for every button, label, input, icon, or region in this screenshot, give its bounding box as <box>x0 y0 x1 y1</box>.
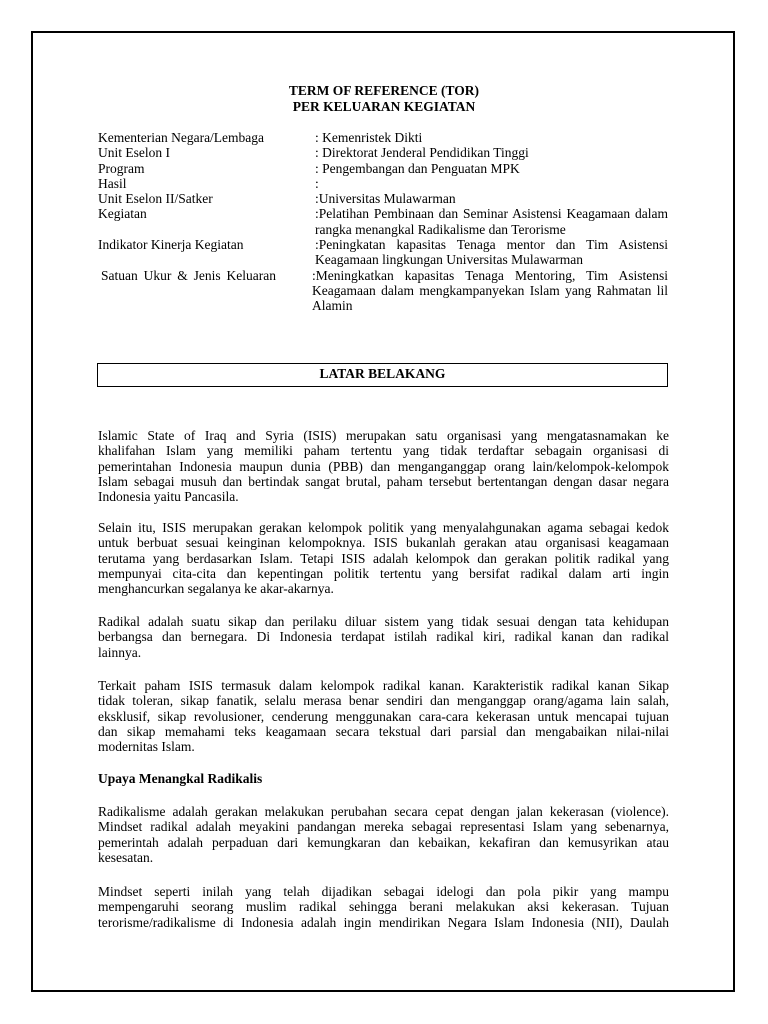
paragraph-line: khalifahan Islam yang memiliki paham tertentu yang tidak terdaftar sebagain organisasi di <box>98 443 669 459</box>
tor-metadata-table <box>98 130 668 314</box>
meta-row-unit-eselon-i <box>98 145 668 160</box>
paragraph-line: Islamic State of Iraq and Syria (ISIS) merupakan satu organisasi yang mengatasnamakan ke <box>98 428 669 443</box>
paragraph-line: mempunyai cita-cita dan kepentingan politik tertentu yang bersifat radikal dalam arti ingin <box>98 565 669 581</box>
paragraph-line: Indonesia yaitu Pancasila. <box>98 489 239 505</box>
meta-label: Unit Eselon II/Satker <box>98 191 213 207</box>
meta-label: Hasil <box>98 175 127 191</box>
paragraph-line: tidak toleran, sikap fanatik, selalu merasa benar sendiri dan menganggap orang/agama lain salah, <box>98 693 669 709</box>
meta-row-program <box>98 161 668 176</box>
paragraph-line: Selain itu, ISIS merupakan gerakan kelompok politik yang menyalahgunakan agama sebagai kedok <box>98 520 669 535</box>
paragraph-line: kesesatan. <box>98 849 154 865</box>
paragraph-line: lainnya. <box>98 644 142 660</box>
paragraph-line: Radikal adalah suatu sikap dan perilaku diluar sistem yang tidak sesuai dengan tata kehidupan <box>98 614 669 629</box>
paragraph-radikal-kanan <box>98 678 669 754</box>
paragraph-line: pemerintahan Indonesia maupun dunia (PBB) dan menganganggap orang lain/kelompok-kelompok <box>98 458 669 474</box>
subheading: Upaya Menangkal Radikalis <box>98 771 263 786</box>
document-title: TERM OF REFERENCE (TOR) <box>288 83 480 98</box>
meta-value: : Kemenristek Dikti <box>315 130 423 145</box>
section-heading: LATAR BELAKANG <box>319 366 446 381</box>
paragraph-line: terorisme/radikalisme di Indonesia adalah ingin mendirikan Negara Islam Indonesia (NII), Daulah <box>98 914 669 930</box>
meta-value: :Pelatihan Pembinaan dan Seminar Asistensi Keagamaan dalam rangka menangkal Radikalisme dan Terorisme <box>315 206 668 237</box>
paragraph-line: Mindset radikal adalah meyakini pandangan mereka sebagai representasi Islam yang sebenarnya, <box>98 819 669 835</box>
paragraph-radikal-definition <box>98 614 669 660</box>
paragraph-line: untuk berbuat sesuai keinginan kelompoknya. ISIS bukanlah gerakan atau organisasi keagamaan <box>98 535 669 551</box>
paragraph-isis-definition <box>98 428 669 504</box>
meta-label: Kegiatan <box>98 206 147 222</box>
paragraph-line: dan sikap memahami teks keagamaan secara tekstual dari parsial dan mengabaikan nilai-nilai <box>98 723 669 739</box>
paragraph-line: terutama yang berdasarkan Islam. Tetapi ISIS adalah kelompok dan gerakan politik radikal yang <box>98 550 669 566</box>
paragraph-line: berbangsa dan bernegara. Di Indonesia terdapat istilah radikal kiri, radikal kanan dan radikal <box>98 629 669 645</box>
document-subtitle: PER KELUARAN KEGIATAN <box>292 99 476 114</box>
meta-label: Kementerian Negara/Lembaga <box>98 130 265 145</box>
meta-label: Program <box>98 160 145 176</box>
paragraph-line: Mindset seperti inilah yang telah dijadikan sebagai idelogi dan pola pikir yang mampu <box>98 884 669 899</box>
meta-row-unit-eselon-ii <box>98 191 668 206</box>
paragraph-line: menghancurkan segalanya ke akar-akarnya. <box>98 581 334 597</box>
paragraph-mindset <box>98 884 669 930</box>
meta-label: Satuan Ukur & Jenis Keluaran <box>101 267 276 283</box>
meta-value: : Pengembangan dan Penguatan MPK <box>315 160 520 176</box>
meta-value: :Peningkatan kapasitas Tenaga mentor dan Tim Asistensi Keagamaan lingkungan Universitas Mulawarman <box>315 237 668 268</box>
paragraph-line: mempengaruhi seorang muslim radikal sehingga berani melakukan aksi kekerasan. Tujuan <box>98 899 669 915</box>
meta-value: : <box>315 175 319 191</box>
paragraph-line: pemerintah adalah perpaduan dari kemungkaran dan kebaikan, kekafiran dan kemusyrikan atau <box>98 834 669 850</box>
paragraph-radikalisme <box>98 804 669 865</box>
paragraph-isis-political <box>98 520 669 596</box>
section-heading-box <box>97 363 668 387</box>
meta-row-indikator <box>98 237 668 268</box>
meta-row-satuan-ukur <box>98 268 668 314</box>
paragraph-line: eksklusif, sikap revolusioner, cenderung menggunakan cara-cara kekerasan untuk mencapai tujuan <box>98 708 669 724</box>
meta-row-hasil <box>98 176 668 191</box>
meta-row-kementerian <box>98 130 668 145</box>
paragraph-line: Islam sebagai musuh dan bertindak sangat brutal, paham tersebut bertentangan dengan dasar negara <box>98 473 669 489</box>
meta-value: : Direktorat Jenderal Pendidikan Tinggi <box>315 145 529 161</box>
paragraph-line: modernitas Islam. <box>98 739 195 755</box>
meta-label: Unit Eselon I <box>98 145 170 161</box>
meta-value: :Universitas Mulawarman <box>315 191 456 207</box>
meta-label: Indikator Kinerja Kegiatan <box>98 237 244 253</box>
paragraph-line: Radikalisme adalah gerakan melakukan perubahan secara cepat dengan jalan kekerasan (violence). <box>98 804 669 819</box>
paragraph-line: Terkait paham ISIS termasuk dalam kelompok radikal kanan. Karakteristik radikal kanan Sikap <box>98 678 669 693</box>
meta-value: :Meningkatkan kapasitas Tenaga Mentoring, Tim Asistensi Keagamaan dalam mengkampanyekan Islam yang Rahmatan lil Alamin <box>312 267 668 314</box>
meta-row-kegiatan <box>98 206 668 237</box>
